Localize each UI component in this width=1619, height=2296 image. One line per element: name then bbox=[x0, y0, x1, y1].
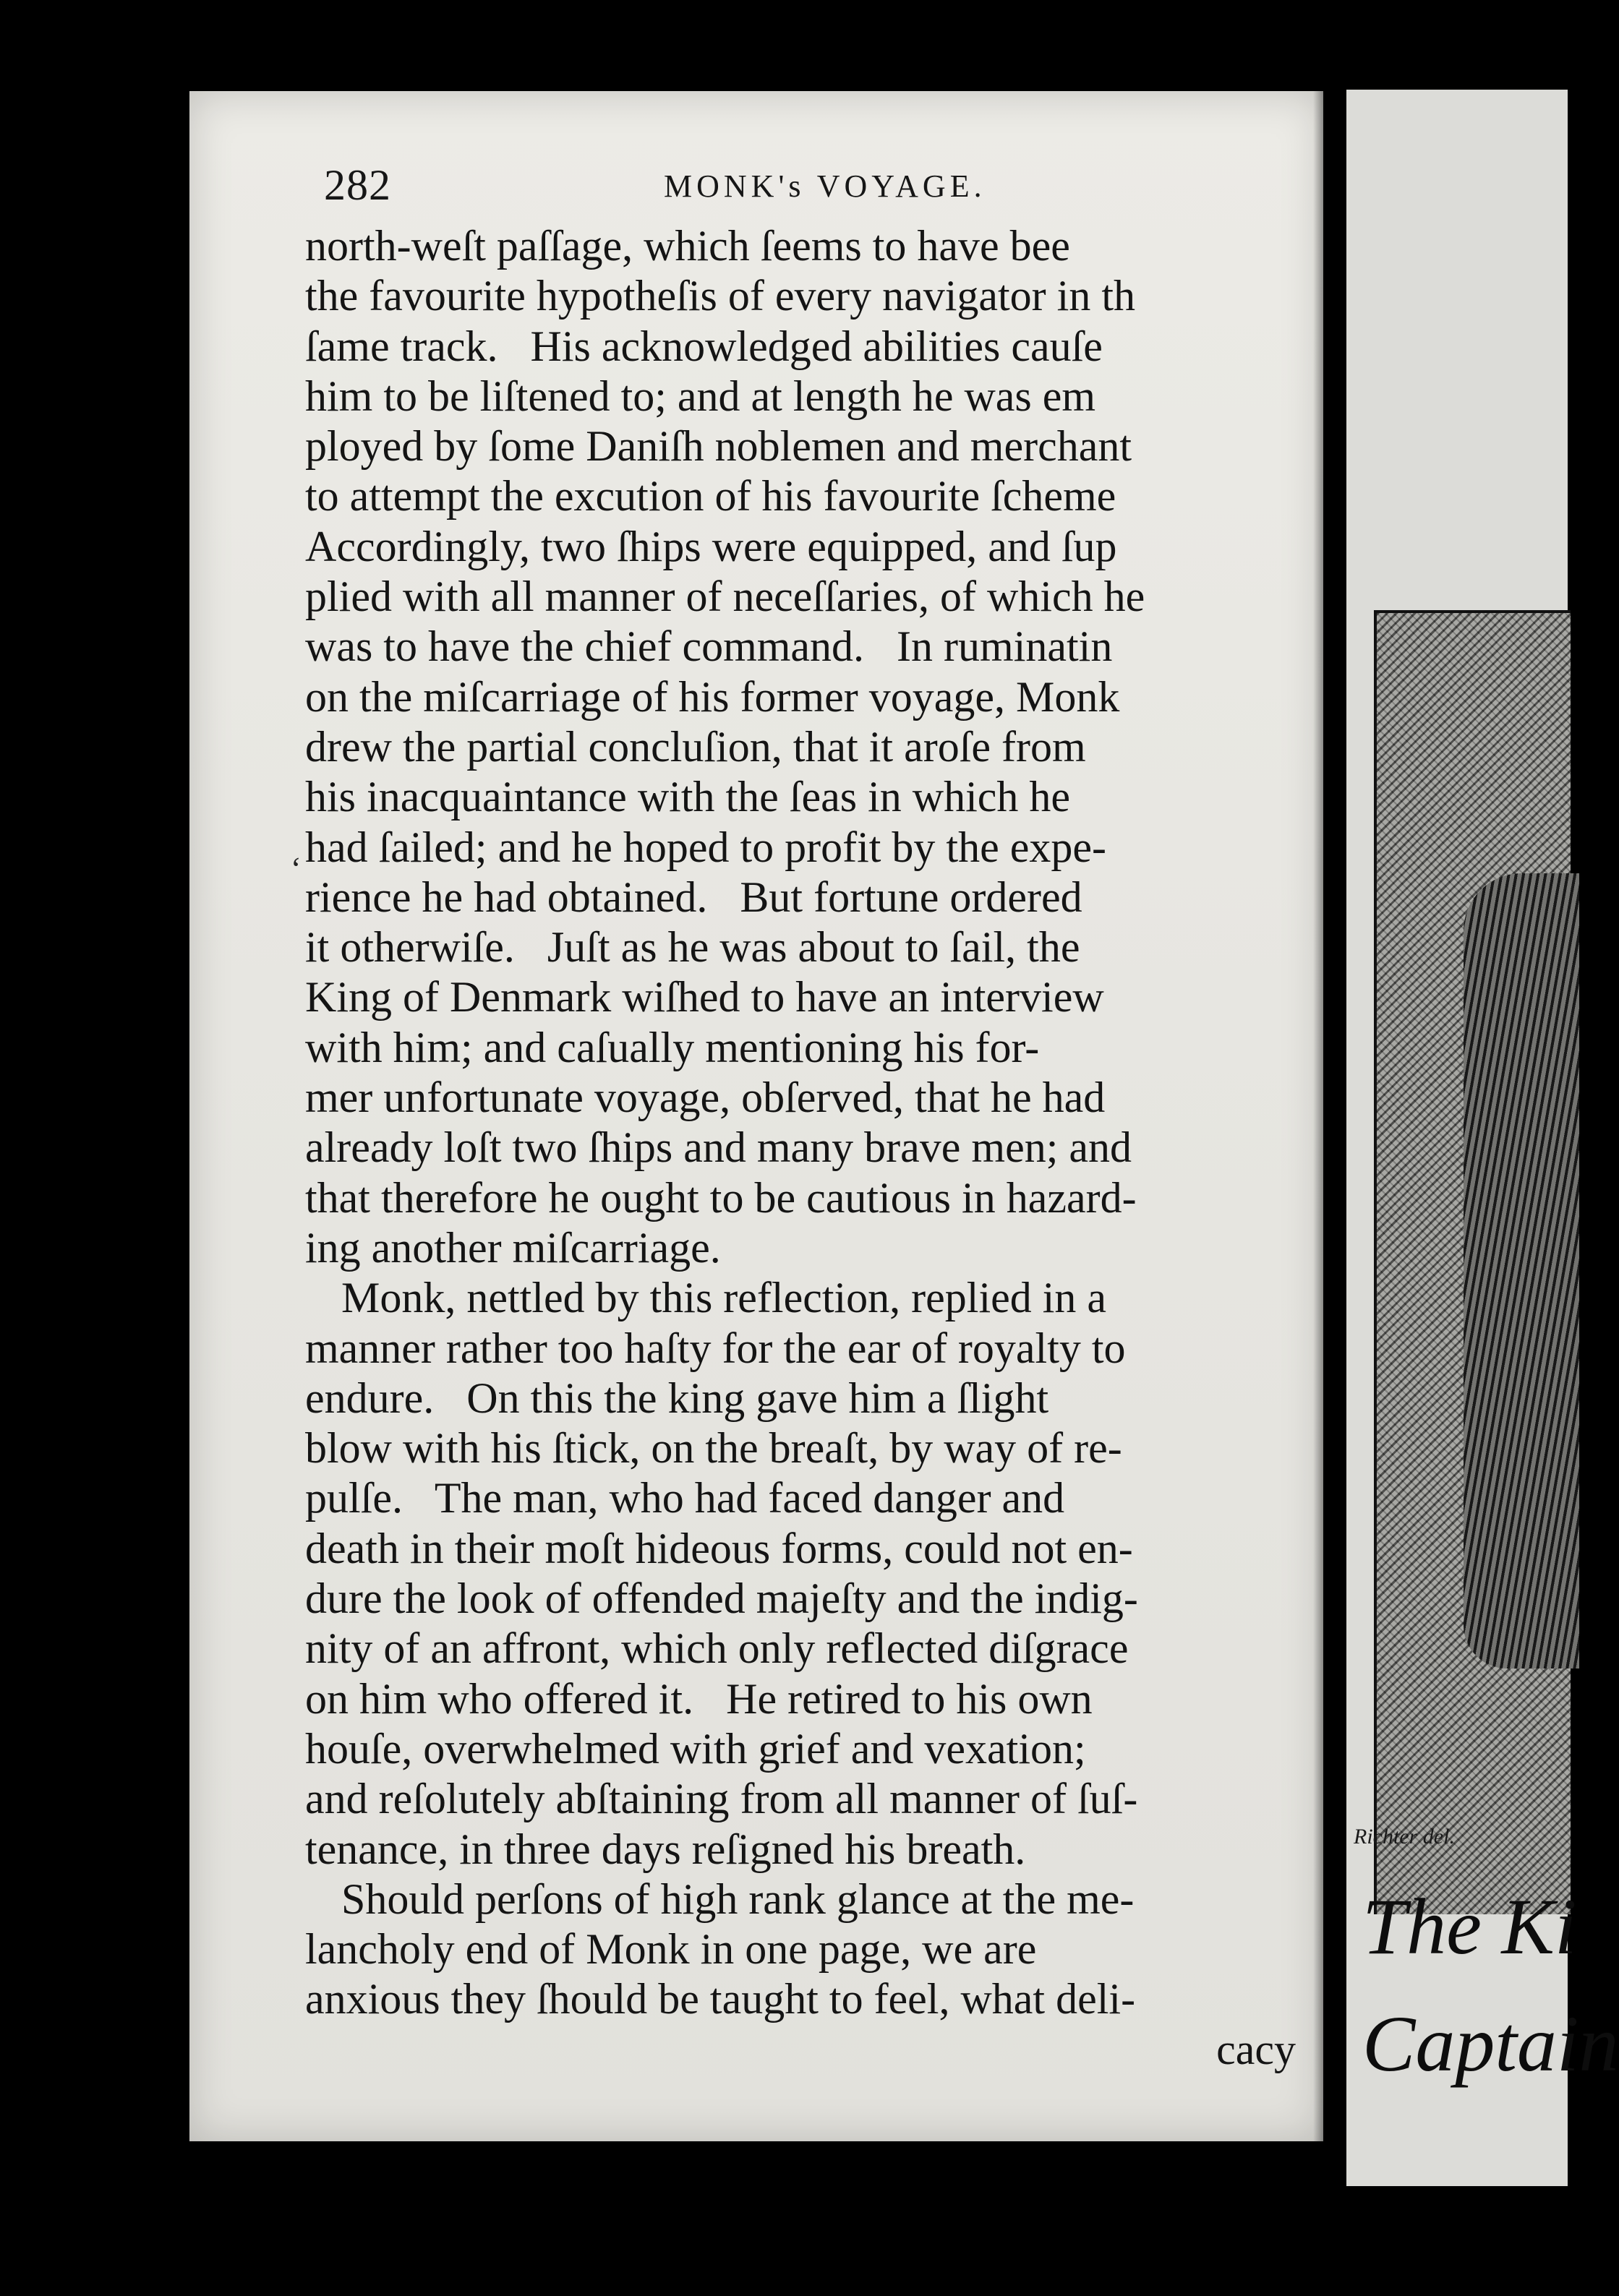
text-line: King of Denmark wiſhed to have an interview bbox=[305, 973, 1104, 1021]
text-line: Monk, nettled by this reflection, replied in a bbox=[341, 1274, 1107, 1322]
text-line: was to have the chief command. In ruminatin bbox=[305, 622, 1113, 671]
text-line: death in their moſt hideous forms, could not en- bbox=[305, 1524, 1133, 1572]
plate-caption-line: Captain bbox=[1362, 2000, 1619, 2088]
text-line: mer unfortunate voyage, obſerved, that he had bbox=[305, 1074, 1106, 1122]
running-head bbox=[324, 160, 1221, 226]
text-line: had ſailed; and he hoped to profit by the expe- bbox=[305, 823, 1106, 871]
text-line: Accordingly, two ſhips were equipped, and ſup bbox=[305, 522, 1117, 570]
engraved-figure bbox=[1464, 873, 1579, 1669]
text-line: with him; and caſually mentioning his for- bbox=[305, 1023, 1040, 1071]
text-line: the favourite hypotheſis of every navigator in th bbox=[305, 272, 1135, 320]
artist-credit: Richter del. bbox=[1354, 1825, 1455, 1849]
text-line: to attempt the excution of his favourite ſcheme bbox=[305, 472, 1116, 521]
text-line: houſe, overwhelmed with grief and vexation; bbox=[305, 1724, 1086, 1773]
text-line: already loſt two ſhips and many brave men; and bbox=[305, 1123, 1132, 1172]
text-line: north-weſt paſſage, which ſeems to have bee bbox=[305, 222, 1070, 270]
facing-page-plate bbox=[1346, 90, 1619, 2186]
text-line: ing another miſcarriage. bbox=[305, 1223, 721, 1272]
text-line: dure the look of offended majeſty and the indig- bbox=[305, 1575, 1138, 1623]
text-line: it otherwiſe. Juſt as he was about to ſail, the bbox=[305, 923, 1080, 972]
page-gutter-shadow bbox=[1313, 91, 1323, 2141]
text-line: Should perſons of high rank glance at the me- bbox=[341, 1875, 1135, 1923]
text-line: blow with his ſtick, on the breaſt, by way of re- bbox=[305, 1424, 1122, 1473]
text-line: nity of an affront, which only reflected diſgrace bbox=[305, 1624, 1129, 1673]
plate-caption-line: The Ki bbox=[1362, 1882, 1577, 1971]
margin-mark: ‘ bbox=[291, 851, 302, 886]
text-line: drew the partial concluſion, that it aroſe from bbox=[305, 722, 1086, 771]
text-line: on him who offered it. He retired to his own bbox=[305, 1674, 1093, 1723]
text-line: anxious they ſhould be taught to feel, what deli- bbox=[305, 1975, 1136, 2023]
text-line: tenance, in three days reſigned his breath. bbox=[305, 1825, 1026, 1873]
text-line: manner rather too haſty for the ear of royalty to bbox=[305, 1324, 1126, 1372]
text-line: plied with all manner of neceſſaries, of which he bbox=[305, 573, 1145, 621]
text-line: rience he had obtained. But fortune ordered bbox=[305, 873, 1082, 921]
text-line: endure. On this the king gave him a ſlight bbox=[305, 1374, 1049, 1422]
text-line: on the miſcarriage of his former voyage, Monk bbox=[305, 672, 1120, 721]
running-title: MONK's VOYAGE. bbox=[664, 168, 986, 204]
text-line: him to be liſtened to; and at length he was em bbox=[305, 372, 1096, 420]
text-line: pulſe. The man, who had faced danger and bbox=[305, 1474, 1065, 1522]
engraving-image bbox=[1374, 610, 1571, 1914]
page-number: 282 bbox=[324, 161, 391, 209]
catchword: cacy bbox=[1216, 2025, 1296, 2073]
text-line: lancholy end of Monk in one page, we are bbox=[305, 1925, 1037, 1974]
text-line: and reſolutely abſtaining from all manner of ſuſ- bbox=[305, 1775, 1138, 1823]
body-text bbox=[305, 221, 1303, 2075]
text-line: that therefore he ought to be cautious in hazard- bbox=[305, 1173, 1137, 1222]
book-page bbox=[189, 91, 1323, 2141]
text-line: ployed by ſome Daniſh noblemen and merchant bbox=[305, 422, 1132, 471]
text-line: his inacquaintance with the ſeas in which he bbox=[305, 773, 1070, 821]
text-line: ſame track. His acknowledged abilities cauſe bbox=[305, 322, 1103, 370]
